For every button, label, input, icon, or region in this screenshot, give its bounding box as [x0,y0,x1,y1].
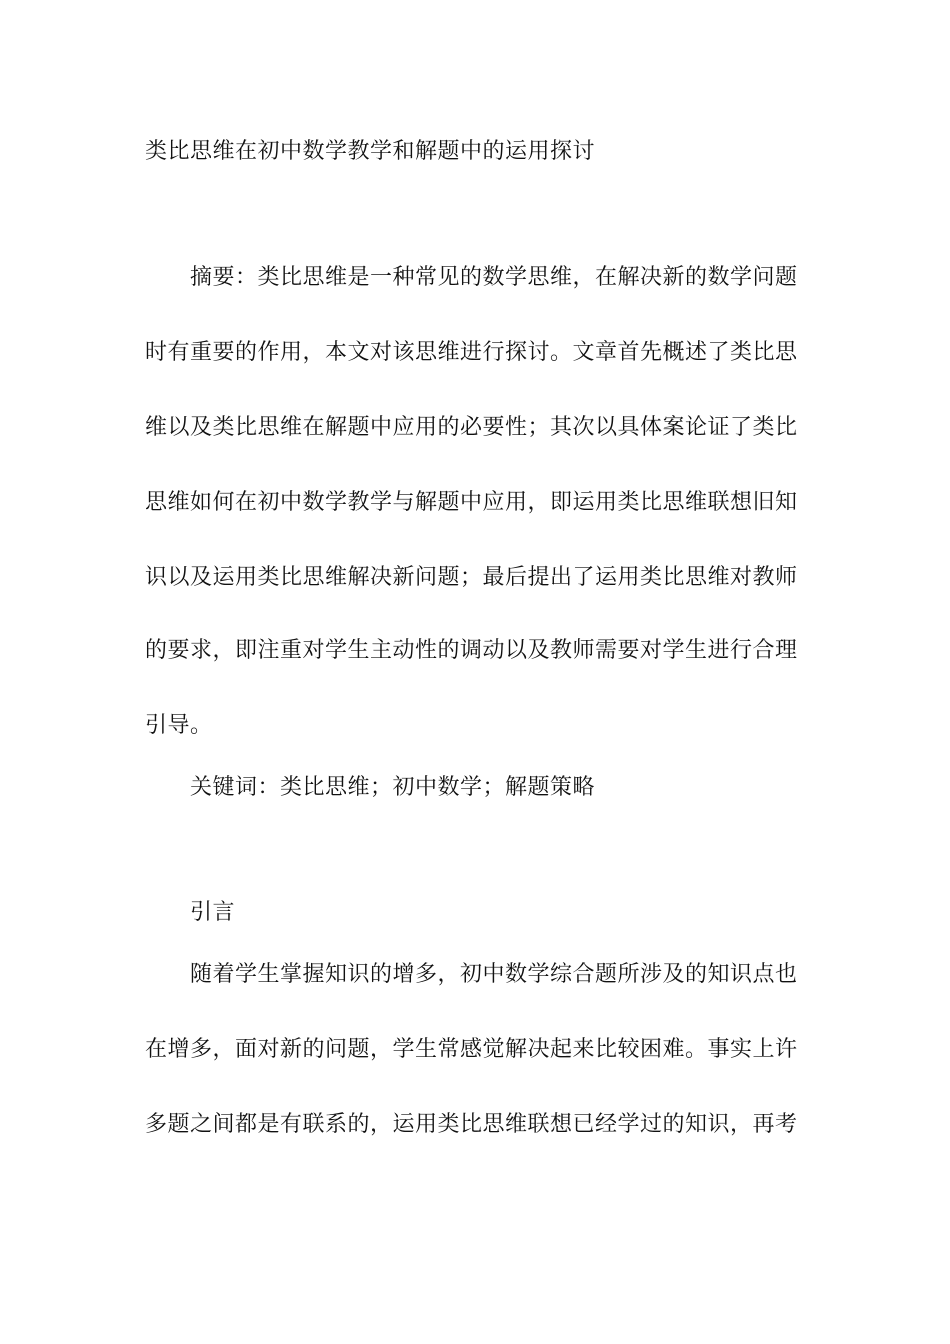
abstract-line: 摘要：类比思维是一种常见的数学思维，在解决新的数学问题 [190,265,798,290]
abstract-line: 的要求，即注重对学生主动性的调动以及教师需要对学生进行合理 [145,638,798,663]
abstract-line: 识以及运用类比思维解决新问题；最后提出了运用类比思维对教师 [145,565,798,590]
intro-heading: 引言 [190,900,236,925]
body-line: 在增多，面对新的问题，学生常感觉解决起来比较困难。事实上许 [145,1037,798,1062]
abstract-line: 引导。 [145,713,213,738]
abstract-line: 思维如何在初中数学教学与解题中应用，即运用类比思维联想旧知 [145,490,798,515]
body-line: 随着学生掌握知识的增多，初中数学综合题所涉及的知识点也 [190,962,798,987]
keywords-line: 关键词：类比思维；初中数学；解题策略 [190,775,596,800]
body-line: 多题之间都是有联系的，运用类比思维联想已经学过的知识，再考 [145,1112,798,1137]
abstract-line: 时有重要的作用，本文对该思维进行探讨。文章首先概述了类比思 [145,340,798,365]
document-title: 类比思维在初中数学教学和解题中的运用探讨 [145,139,596,164]
abstract-line: 维以及类比思维在解题中应用的必要性；其次以具体案论证了类比 [145,415,798,440]
